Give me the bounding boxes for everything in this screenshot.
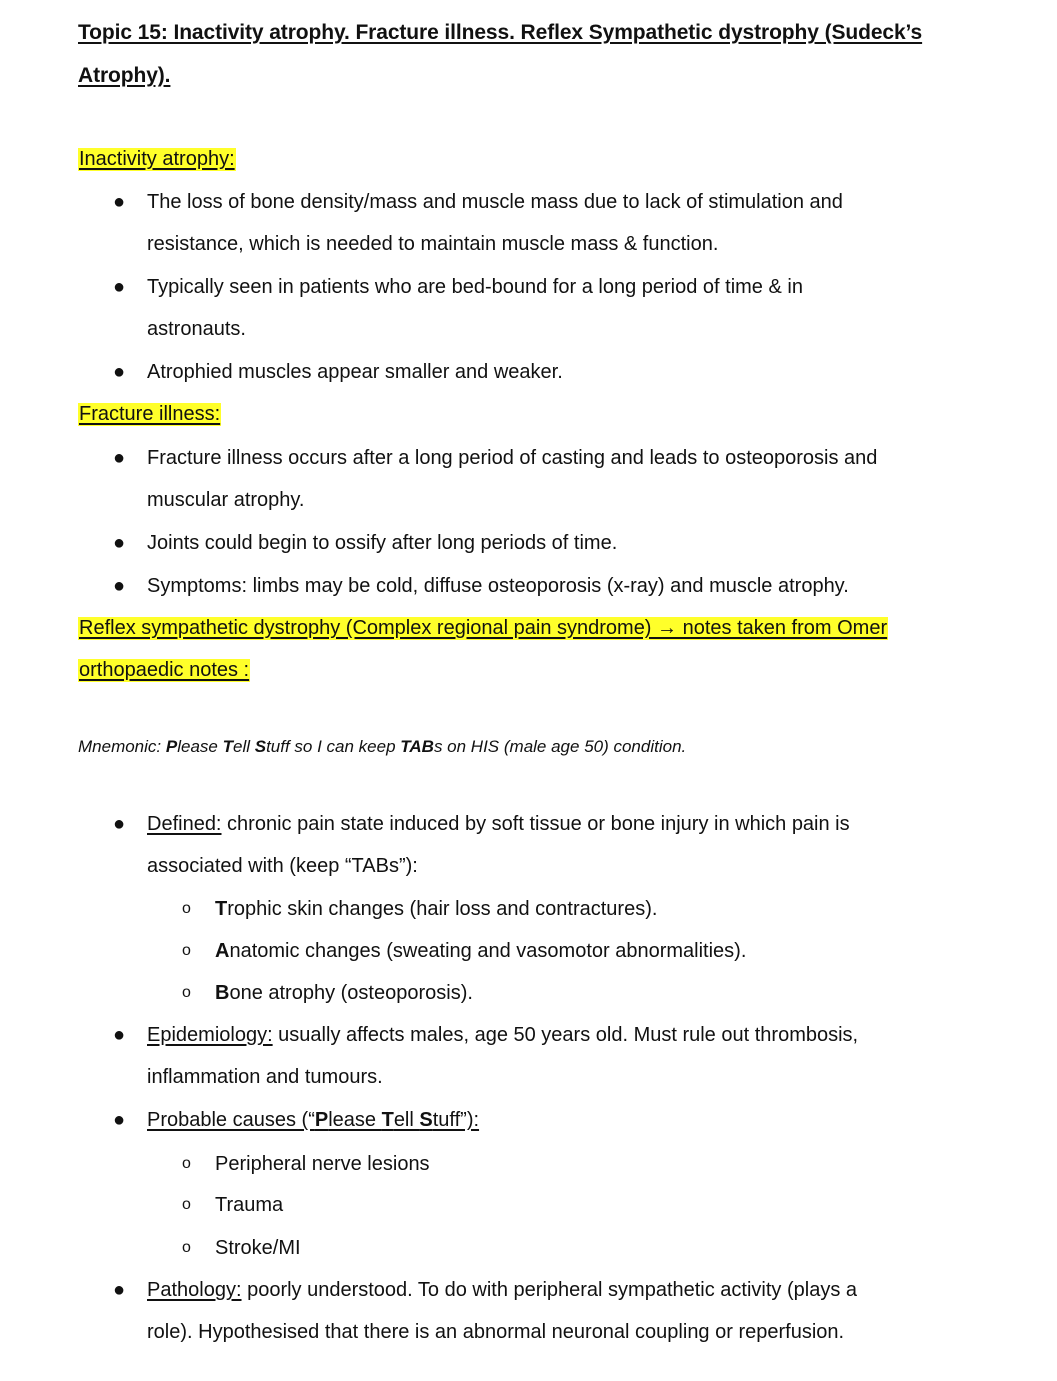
epidemiology-line-2: inflammation and tumours. [147,1066,383,1088]
defined-label: Defined: [147,813,222,835]
bullet-icon: ● [113,813,126,835]
mnemonic-label: Mnemonic: [78,737,166,756]
epidemiology-text: usually affects males, age 50 years old. Must rule out thrombosis, [272,1024,859,1046]
epidemiology-line-1 [147,1024,858,1047]
inactivity-bullet-1-line-1: The loss of bone density/mass and muscle mass due to lack of stimulation and [147,191,843,213]
bullet-icon: ● [113,447,126,469]
reflex-heading-line-2: orthopaedic notes : [79,659,250,681]
defined-sub-1 [215,898,657,921]
mnemonic-line [78,737,686,757]
causes-sub-3: Stroke/MI [215,1237,301,1259]
sub-bullet-icon: o [182,942,191,959]
fracture-bullet-3: Symptoms: limbs may be cold, diffuse osteoporosis (x-ray) and muscle atrophy. [147,575,849,597]
causes-text: ell [393,1109,420,1131]
sub-initial: A [215,940,230,962]
causes-t: T [381,1109,394,1131]
causes-sub-2: Trauma [215,1194,284,1216]
sub-initial: B [215,982,230,1004]
causes-text: tuff”): [432,1109,480,1131]
causes-sub-1: Peripheral nerve lesions [215,1153,430,1175]
fracture-bullet-2: Joints could begin to ossify after long periods of time. [147,532,618,554]
inactivity-bullet-2-line-2: astronauts. [147,318,246,340]
sub-initial: T [215,898,228,920]
sub-bullet-icon: o [182,1155,191,1172]
mnemonic-tabs: TAB [400,737,434,756]
sub-bullet-icon: o [182,1239,191,1256]
pathology-label: Pathology: [147,1279,242,1301]
defined-line-1 [147,813,850,836]
defined-line-2: associated with (keep “TABs”): [147,855,418,877]
inactivity-bullet-3: Atrophied muscles appear smaller and weaker. [147,361,563,383]
bullet-icon: ● [113,1024,126,1046]
probable-causes-label [147,1109,479,1132]
page-title-line-2: Atrophy). [78,64,171,87]
causes-text: lease [328,1109,382,1131]
pathology-text: poorly understood. To do with peripheral sympathetic activity (plays a [241,1279,858,1301]
bullet-icon: ● [113,361,126,383]
pathology-line-1 [147,1279,857,1302]
inactivity-bullet-2-line-1: Typically seen in patients who are bed-bound for a long period of time & in [147,276,803,298]
bullet-icon: ● [113,575,126,597]
defined-sub-3 [215,982,473,1005]
mnemonic-text: tuff so I can keep [266,737,401,756]
mnemonic-s: S [254,737,267,756]
bullet-icon: ● [113,1109,126,1131]
bullet-icon: ● [113,1279,126,1301]
causes-s: S [419,1109,433,1131]
mnemonic-text: ell [232,737,255,756]
mnemonic-t: T [222,737,233,756]
fracture-bullet-1-line-2: muscular atrophy. [147,489,305,511]
sub-text: one atrophy (osteoporosis). [229,982,473,1004]
mnemonic-text: s on HIS (male age 50) condition. [433,737,687,756]
defined-text: chronic pain state induced by soft tissue or bone injury in which pain is [221,813,850,835]
reflex-heading-line-1: Reflex sympathetic dystrophy (Complex regional pain syndrome) → notes taken from Omer [79,617,888,639]
sub-text: rophic skin changes (hair loss and contractures). [227,898,658,920]
bullet-icon: ● [113,276,126,298]
inactivity-atrophy-heading: Inactivity atrophy: [79,148,235,170]
pathology-line-2: role). Hypothesised that there is an abnormal neuronal coupling or reperfusion. [147,1321,845,1343]
causes-prefix: Probable causes (“ [147,1109,315,1131]
bullet-icon: ● [113,532,126,554]
mnemonic-text: lease [177,737,223,756]
sub-text: natomic changes (sweating and vasomotor abnormalities). [229,940,747,962]
sub-bullet-icon: o [182,900,191,917]
mnemonic-p: P [165,737,178,756]
fracture-bullet-1-line-1: Fracture illness occurs after a long period of casting and leads to osteoporosis and [147,447,878,469]
causes-p: P [314,1109,329,1131]
bullet-icon: ● [113,191,126,213]
sub-bullet-icon: o [182,984,191,1001]
sub-bullet-icon: o [182,1196,191,1213]
inactivity-bullet-1-line-2: resistance, which is needed to maintain muscle mass & function. [147,233,719,255]
defined-sub-2 [215,940,746,963]
page-title-line-1: Topic 15: Inactivity atrophy. Fracture illness. Reflex Sympathetic dystrophy (Sudeck’s [78,21,923,44]
epidemiology-label: Epidemiology: [147,1024,273,1046]
fracture-illness-heading: Fracture illness: [79,403,221,425]
